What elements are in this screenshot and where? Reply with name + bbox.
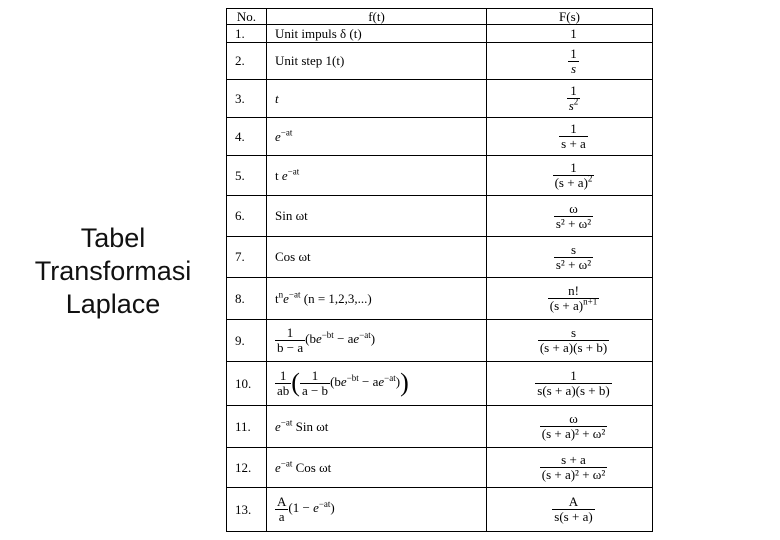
ft-exponent: −at (280, 458, 293, 469)
ft-frac-denominator: ab (277, 383, 290, 398)
laplace-table (226, 8, 653, 532)
time-function (267, 278, 487, 320)
fs-denominator: (s + a)² + ω² (541, 467, 606, 482)
title-line: Tabel (80, 223, 146, 253)
laplace-transform (487, 488, 653, 532)
table-row (227, 488, 653, 532)
laplace-transform (487, 448, 653, 488)
ft-part: (b (305, 331, 316, 347)
fs-numerator: s (554, 243, 593, 258)
time-function: Unit impuls δ (t) (267, 25, 487, 43)
ft-exp-base: e (275, 128, 281, 144)
row-number: 10. (227, 362, 267, 406)
ft-exponent: −at (384, 373, 396, 384)
ft-suffix: Sin ωt (292, 418, 329, 434)
fs-denominator: s² + ω² (555, 256, 592, 272)
title-line: Transformasi (34, 256, 192, 286)
ft-exp-base: e (315, 331, 322, 347)
table-row (227, 80, 653, 118)
fs-numerator: n! (548, 284, 599, 299)
table-row (227, 406, 653, 448)
ft-exp-base: e (281, 167, 288, 183)
fs-denominator: (s + a)² + ω² (541, 426, 606, 441)
title-line: Laplace (65, 289, 161, 319)
row-number: 1. (227, 25, 267, 43)
slide-title (18, 222, 208, 321)
ft-exponent: −at (280, 127, 293, 138)
ft-exponent: −at (287, 166, 300, 177)
fs-denominator: s(s + a)(s + b) (537, 383, 610, 398)
fs-numerator: 1 (559, 122, 588, 137)
ft-exp-base: e (283, 290, 289, 306)
row-number: 2. (227, 43, 267, 80)
ft-frac-numerator: 1 (275, 326, 305, 341)
row-number: 11. (227, 406, 267, 448)
laplace-transform (487, 43, 653, 80)
ft-frac-denominator: b − a (277, 340, 304, 355)
fs-denominator: s (568, 98, 574, 113)
table-row (227, 237, 653, 278)
fs-numerator: A (552, 495, 594, 510)
ft-part: (b (330, 374, 341, 390)
time-function (267, 362, 487, 406)
ft-exp-base: e (275, 418, 281, 434)
fs-denominator: s(s + a) (554, 509, 593, 524)
table-row (227, 320, 653, 362)
ft-part: − a (358, 374, 379, 390)
laplace-transform: 1 (487, 25, 653, 43)
laplace-transform (487, 320, 653, 362)
laplace-transform (487, 278, 653, 320)
ft-frac-numerator: A (277, 494, 287, 510)
laplace-transform (487, 362, 653, 406)
row-number: 12. (227, 448, 267, 488)
time-function (267, 406, 487, 448)
ft-prefix-exponent: n (278, 289, 284, 300)
fs-numerator: ω (554, 202, 593, 217)
row-number: 6. (227, 196, 267, 237)
ft-part: ) (330, 500, 335, 516)
fs-denominator-exponent: n+1 (583, 296, 598, 307)
header-ft: f(t) (267, 9, 487, 25)
table-row (227, 118, 653, 156)
ft-frac-denominator: a − b (301, 383, 329, 398)
ft-suffix: Cos ωt (292, 459, 332, 475)
time-function: t (267, 80, 487, 118)
row-number: 4. (227, 118, 267, 156)
fs-denominator: s (570, 60, 577, 76)
fs-numerator: 1 (570, 45, 577, 61)
ft-part: (1 − (288, 500, 314, 516)
fs-denominator: s² + ω² (555, 215, 592, 231)
fs-numerator: s (538, 326, 609, 341)
table-row (227, 25, 653, 43)
big-paren-open: ( (291, 368, 300, 398)
fs-denominator: (s + a) (549, 298, 584, 313)
row-number: 7. (227, 237, 267, 278)
ft-exponent: −at (359, 330, 371, 341)
ft-suffix: (n = 1,2,3,...) (303, 290, 372, 306)
fs-numerator: 1 (567, 84, 581, 99)
row-number: 5. (227, 156, 267, 196)
fs-denominator: (s + a) (554, 175, 588, 190)
ft-exponent: −bt (346, 373, 359, 384)
laplace-transform (487, 118, 653, 156)
time-function: Unit step 1(t) (267, 43, 487, 80)
ft-exp-base: e (340, 374, 347, 390)
ft-exponent: −at (288, 289, 301, 300)
row-number: 9. (227, 320, 267, 362)
ft-exp-base: e (313, 500, 319, 516)
ft-exponent: −at (318, 499, 331, 510)
ft-part: − a (333, 331, 354, 347)
fs-denominator-exponent: 2 (587, 173, 593, 184)
ft-exponent: −bt (321, 330, 334, 341)
ft-exp-base: e (275, 459, 281, 475)
laplace-transform (487, 196, 653, 237)
time-function: Cos ωt (267, 237, 487, 278)
fs-numerator: ω (540, 412, 608, 427)
ft-exp-base: e (353, 331, 360, 347)
time-function: Sin ωt (267, 196, 487, 237)
ft-frac-numerator: 1 (275, 369, 291, 384)
row-number: 13. (227, 488, 267, 532)
row-number: 3. (227, 80, 267, 118)
laplace-transform (487, 237, 653, 278)
time-function (267, 118, 487, 156)
table-row (227, 43, 653, 80)
table-row (227, 196, 653, 237)
table-row (227, 448, 653, 488)
laplace-transform (487, 156, 653, 196)
ft-exp-base: e (378, 374, 385, 390)
big-paren-close: ) (400, 368, 409, 398)
row-number: 8. (227, 278, 267, 320)
ft-frac-denominator: a (278, 509, 285, 524)
table-row (227, 278, 653, 320)
time-function (267, 448, 487, 488)
fs-numerator: 1 (535, 369, 611, 384)
fs-denominator: s + a (561, 136, 586, 151)
fs-numerator: 1 (553, 161, 595, 176)
table-row (227, 362, 653, 406)
table-header-row (227, 9, 653, 25)
fs-denominator: (s + a)(s + b) (539, 340, 608, 355)
fs-numerator: s + a (540, 453, 608, 468)
ft-part: ) (395, 374, 401, 390)
header-no: No. (227, 9, 267, 25)
ft-part: ) (370, 331, 376, 347)
time-function (267, 156, 487, 196)
time-function (267, 320, 487, 362)
ft-prefix: t (275, 290, 279, 306)
fs-denominator-exponent: 2 (573, 96, 579, 107)
laplace-transform (487, 80, 653, 118)
header-fs: F(s) (487, 9, 653, 25)
laplace-transform (487, 406, 653, 448)
ft-exponent: −at (280, 417, 293, 428)
ft-frac-numerator: 1 (300, 369, 330, 384)
ft-prefix: t (275, 167, 279, 183)
table-row (227, 156, 653, 196)
time-function (267, 488, 487, 532)
